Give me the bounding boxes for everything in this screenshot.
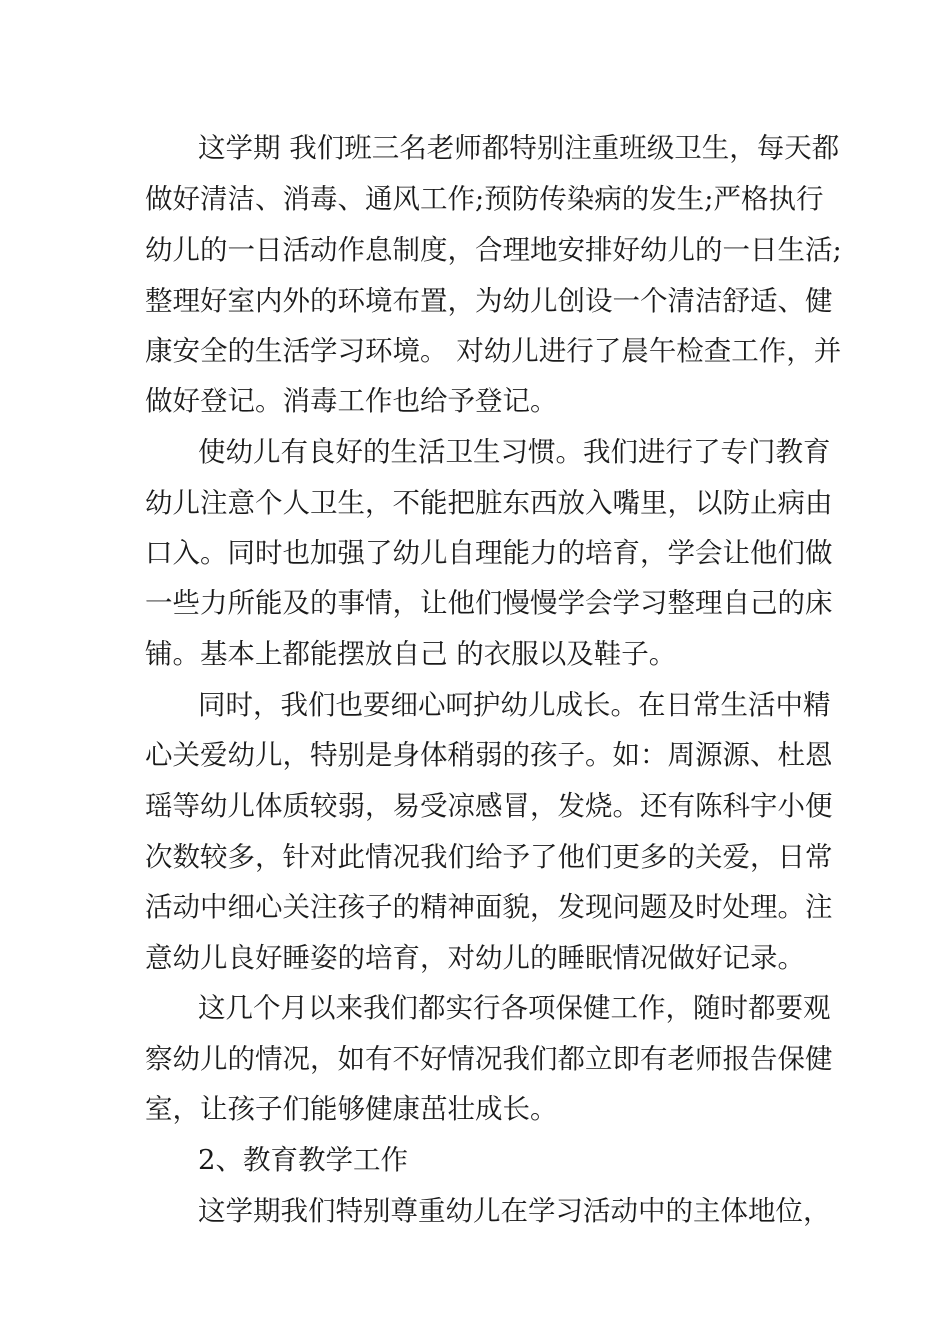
text-line: 铺。基本上都能摆放自己 的衣服以及鞋子。 [145,638,677,670]
text-line: 康安全的生活学习环境。 对幼儿进行了晨午检查工作，并 [145,335,842,367]
text-line: 同时，我们也要细心呵护幼儿成长。在日常生活中精 [198,689,831,721]
text-line: 意幼儿良好睡姿的培育，对幼儿的睡眠情况做好记录。 [145,942,805,974]
text-line: 幼儿注意个人卫生，不能把脏东西放入嘴里，以防止病由 [145,487,833,519]
text-line: 活动中细心关注孩子的精神面貌，发现问题及时处理。注 [145,891,833,923]
text-line: 这学期我们特别尊重幼儿在学习活动中的主体地位， [198,1195,831,1227]
text-line: 次数较多，针对此情况我们给予了他们更多的关爱，日常 [145,841,833,873]
text-line: 瑶等幼儿体质较弱，易受凉感冒，发烧。还有陈科宇小便 [145,790,833,822]
text-line: 口入。同时也加强了幼儿自理能力的培育，学会让他们做 [145,537,833,569]
text-line: 心关爱幼儿，特别是身体稍弱的孩子。如：周源源、杜恩 [145,739,833,771]
text-line: 做好登记。消毒工作也给予登记。 [145,385,558,417]
text-line: 一些力所能及的事情，让他们慢慢学会学习整理自己的床 [145,587,833,619]
text-line: 使幼儿有良好的生活卫生习惯。我们进行了专门教育 [198,436,831,468]
text-line: 幼儿的一日活动作息制度，合理地安排好幼儿的一日生活; [145,234,842,266]
text-line: 室，让孩子们能够健康茁壮成长。 [145,1093,558,1125]
text-line: 做好清洁、消毒、通风工作;预防传染病的发生;严格执行 [145,183,824,215]
text-line: 这几个月以来我们都实行各项保健工作，随时都要观 [198,992,831,1024]
section-heading: 2、教育教学工作 [198,1144,408,1176]
text-line: 整理好室内外的环境布置，为幼儿创设一个清洁舒适、健 [145,285,833,317]
text-line: 察幼儿的情况，如有不好情况我们都立即有老师报告保健 [145,1043,833,1075]
text-line: 这学期 我们班三名老师都特别注重班级卫生，每天都 [198,132,840,164]
